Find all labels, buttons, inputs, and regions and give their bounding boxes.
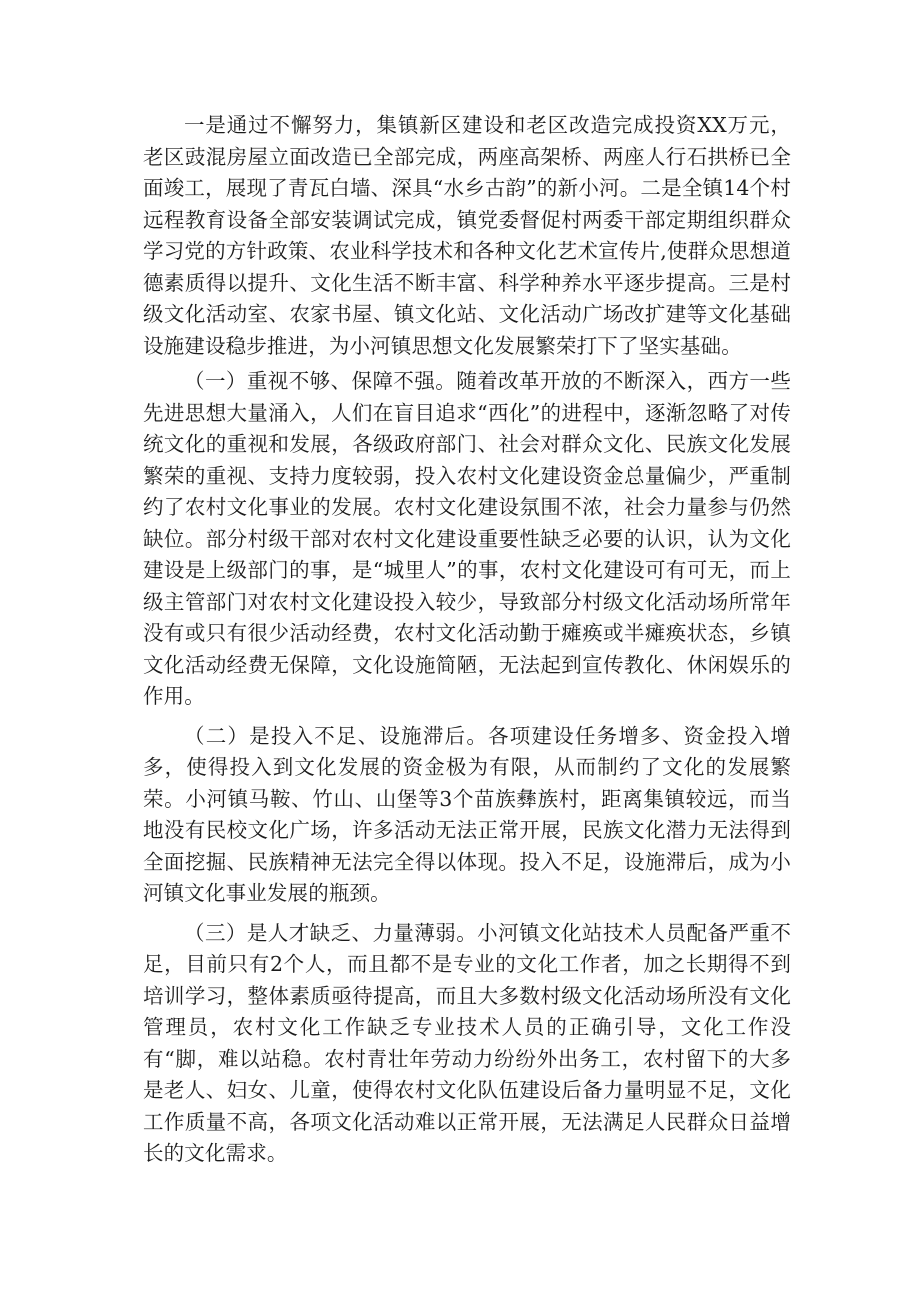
paragraph-section-3: （三）是人才缺乏、力量薄弱。小河镇文化站技术人员配备严重不足，目前只有2个人，而且都不是专业的文化工作者，加之长期得不到培训学习，整体素质亟待提高，而且大多数村级文化活动场所没有文化管理员，农村文化工作缺乏专业技术人员的正确引导，文化工作没有“脚，难以站稳。农村青壮年劳动力纷纷外出务工，农村留下的大多是老人、妇女、儿童，使得农村文化队伍建设后备力量明显不足，文化工作质量不高，各项文化活动难以正常开展，无法满足人民群众日益增长的文化需求。: [143, 920, 791, 1165]
paragraph-section-2: （二）是投入不足、设施滞后。各项建设任务增多、资金投入增多，使得投入到文化发展的资金极为有限，从而制约了文化的发展繁荣。小河镇马鞍、竹山、山堡等3个苗族彝族村，距离集镇较远，而当地没有民校文化广场，许多活动无法正常开展，民族文化潜力无法得到全面挖掘、民族精神无法完全得以体现。投入不足，设施滞后，成为小河镇文化事业发展的瓶颈。: [143, 723, 791, 905]
paragraph-achievements: 一是通过不懈努力，集镇新区建设和老区改造完成投资XX万元，老区豉混房屋立面改造已全部完成，两座高架桥、两座人行石拱桥已全面竣工，展现了青瓦白墙、深具“水乡古韵”的新小河。二是全镇14个村远程教育设备全部安装调试完成，镇党委督促村两委干部定期组织群众学习党的方针政策、农业科学技术和各种文化艺术宣传片,使群众思想道德素质得以提升、文化生活不断丰富、科学种养水平逐步提高。三是村级文化活动室、农家书屋、镇文化站、文化活动广场改扩建等文化基础设施建设稳步推进，为小河镇思想文化发展繁荣打下了坚实基础。: [143, 113, 791, 358]
document-body: [143, 110, 791, 1170]
paragraph-section-1: （一）重视不够、保障不强。随着改革开放的不断深入，西方一些先进思想大量涌入，人们在盲目追求“西化”的进程中，逐渐忽略了对传统文化的重视和发展，各级政府部门、社会对群众文化、民族文化发展繁荣的重视、支持力度较弱，投入农村文化建设资金总量偏少，严重制约了农村文化事业的发展。农村文化建设氛围不浓，社会力量参与仍然缺位。部分村级干部对农村文化建设重要性缺乏必要的认识，认为文化建设是上级部门的事，是“城里人”的事，农村文化建设可有可无，而上级主管部门对农村文化建设投入较少，导致部分村级文化活动场所常年没有或只有很少活动经费，农村文化活动勤于瘫痪或半瘫痪状态，乡镇文化活动经费无保障，文化设施简陋，无法起到宣传教化、休闲娱乐的作用。: [143, 369, 791, 708]
